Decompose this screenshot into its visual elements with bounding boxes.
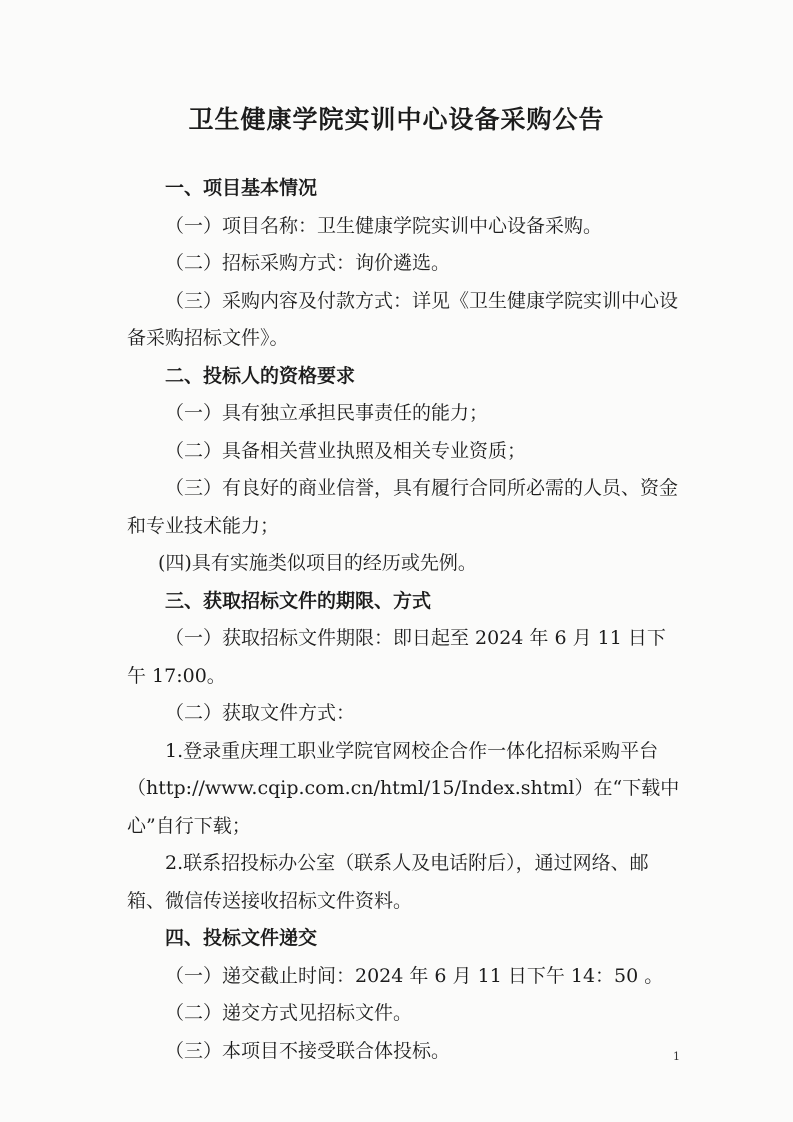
paragraph: （一）获取招标文件期限：即日起至 2024 年 6 月 11 日下午 17:00。	[127, 627, 666, 687]
paragraph: (四)具有实施类似项目的经历或先例。	[158, 552, 477, 574]
paragraph: （二）获取文件方式：	[165, 702, 356, 724]
paragraph: （一）递交截止时间：2024 年 6 月 11 日下午 14：50 。	[165, 964, 664, 987]
paragraph: （二）递交方式见招标文件。	[165, 1002, 413, 1024]
page-number: 1	[673, 1050, 680, 1063]
section-heading-3: 三、获取招标文件的期限、方式	[165, 589, 432, 612]
paragraph: （一）具有独立承担民事责任的能力；	[165, 402, 489, 424]
paragraph: 2.联系招投标办公室（联系人及电话附后），通过网络、邮箱、微信传送接收招标文件资料。	[127, 852, 649, 912]
section-heading-4: 四、投标文件递交	[165, 927, 318, 949]
section-heading-2: 二、投标人的资格要求	[165, 364, 356, 387]
paragraph: （二）招标采购方式：询价遴选。	[165, 252, 451, 274]
document-body	[127, 170, 682, 1070]
paragraph: （二）具备相关营业执照及相关专业资质；	[165, 439, 527, 462]
page-title: 卫生健康学院实训中心设备采购公告	[188, 105, 605, 134]
paragraph: （三）本项目不接受联合体投标。	[165, 1039, 451, 1062]
paragraph: （一）项目名称：卫生健康学院实训中心设备采购。	[165, 214, 603, 237]
section-heading-1: 一、项目基本情况	[165, 177, 318, 199]
paragraph: （三）采购内容及付款方式：详见《卫生健康学院实训中心设备采购招标文件》。	[127, 289, 679, 349]
paragraph: 1.登录重庆理工职业学院官网校企合作一体化招标采购平台（http://www.cqip.com.cn/html/15/Index.shtml）在“下载中心”自行下载；	[127, 739, 680, 837]
paragraph: （三）有良好的商业信誉，具有履行合同所必需的人员、资金和专业技术能力；	[127, 477, 679, 537]
